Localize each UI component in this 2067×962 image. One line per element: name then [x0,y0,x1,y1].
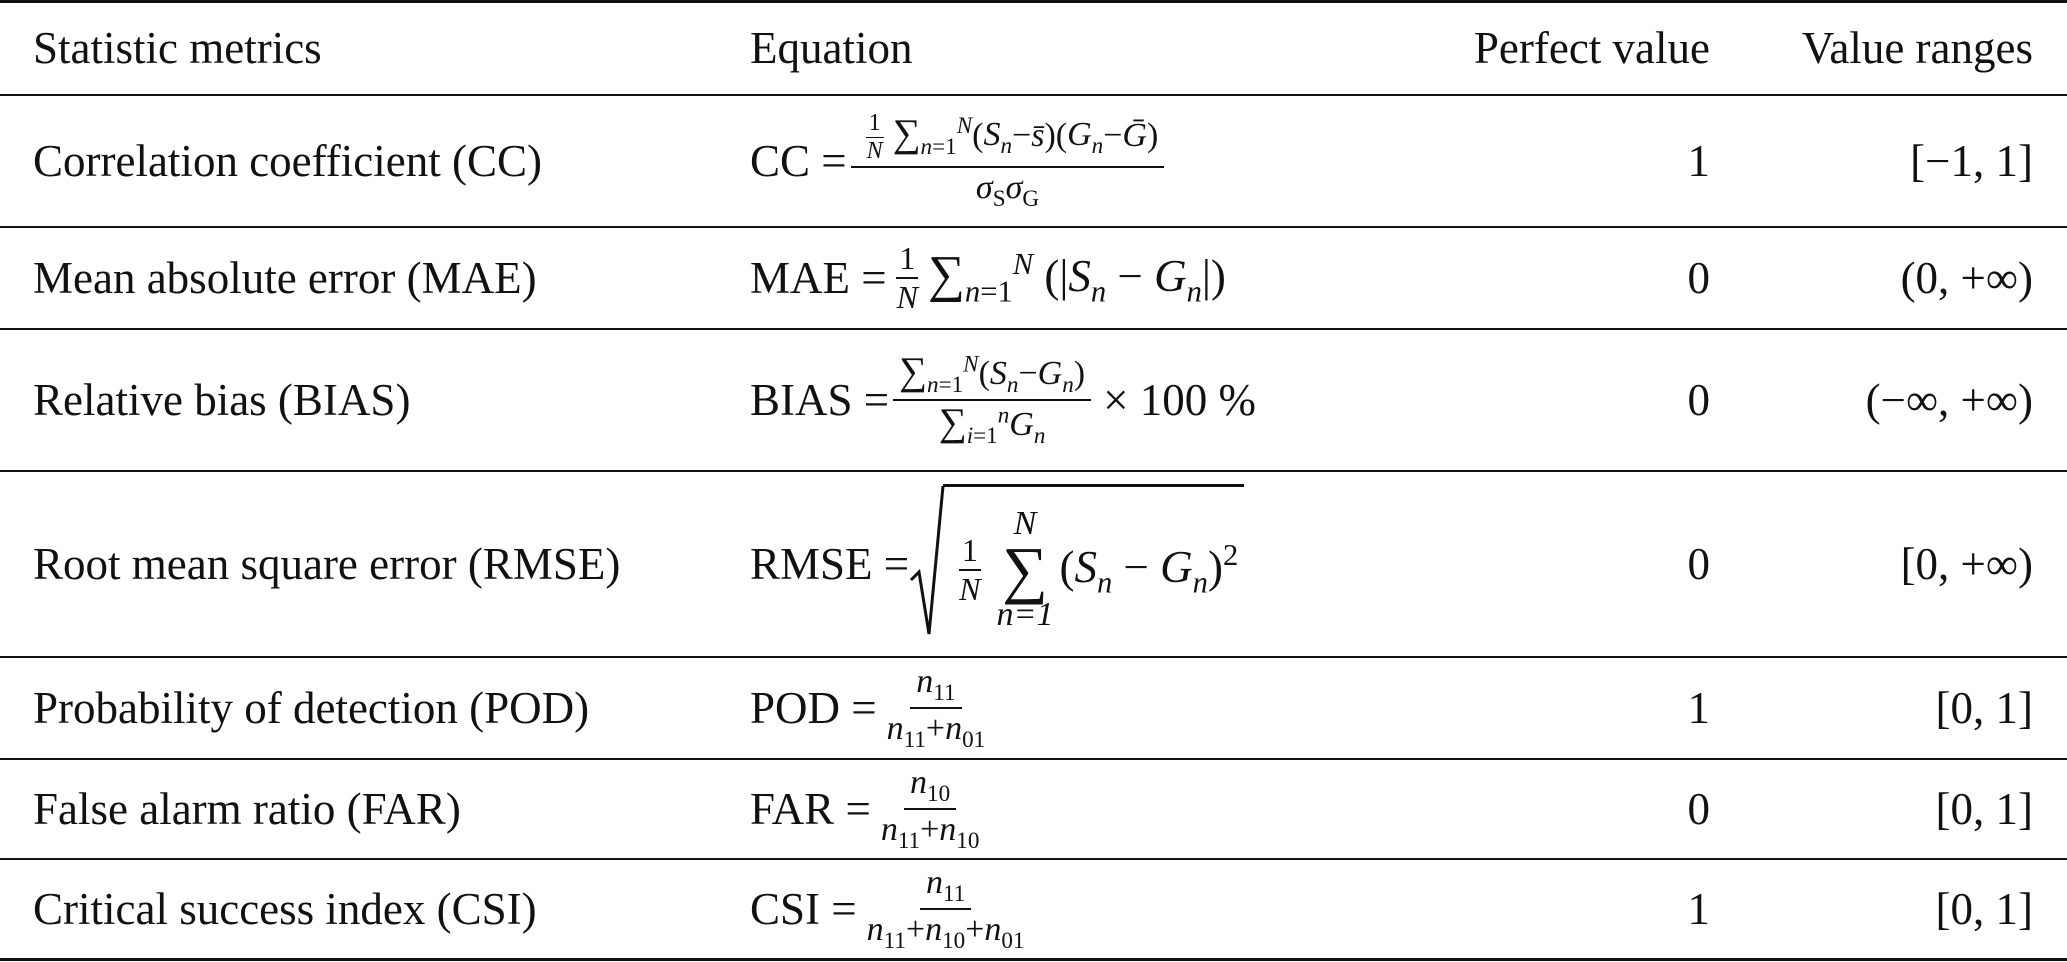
range-bias: (−∞, +∞) [1865,374,2033,425]
range-cc: [−1, 1] [1910,135,2033,186]
equation-bias-fraction: $\frac{\sum_{n=1}^N(S_n-G_n)}{\sum_{i=1}^nG_n}$ [893,350,1091,449]
range-csi: [0, 1] [1935,883,2033,934]
metric-cc: Correlation coefficient (CC) [33,135,542,186]
perfect-far: 0 [1687,783,1710,834]
equation-cc-fraction: $\frac{1}{N}$ $\sum_{n=1}^N(S_n-s̄)(G_n-Ḡ)$ $\sigma_S\sigma_G$ [851,110,1165,213]
header-equation: Equation [750,22,913,73]
range-pod: [0, 1] [1935,682,2033,733]
equation-mae-one-over-n: $\frac{1}{N}$ [896,240,918,315]
range-far: [0, 1] [1935,783,2033,834]
metric-pod: Probability of detection (POD) [33,682,590,733]
equation-rmse-lhs: RMSE = [750,538,910,589]
metric-far: False alarm ratio (FAR) [33,783,461,834]
header-perfect-value: Perfect value [1473,22,1710,73]
equation-rmse-sqrt: $\frac{1}{N}$ N ∑ n=1 $(S_n - G_n)^2$ [909,484,1244,644]
equation-far-fraction: $\frac{n_{10}}{n_{11}+n_{10}}$ [880,764,980,855]
equation-far [750,760,989,858]
metric-rmse: Root mean square error (RMSE) [33,538,621,589]
equation-pod-fraction: $\frac{n_{11}}{n_{11}+n_{01}}$ [886,663,986,754]
equation-cc-lhs: CC = [750,135,847,186]
equation-cc [750,96,1168,226]
perfect-mae: 0 [1687,252,1710,303]
perfect-cc: 1 [1687,135,1710,186]
bottom-rule [0,958,2067,961]
equation-pod [750,658,995,758]
equation-csi [750,860,1035,958]
equation-csi-fraction: $\frac{n_{11}}{n_{11}+n_{10}+n_{01}}$ [866,864,1025,955]
equation-far-lhs: FAR = [750,783,871,834]
metric-mae: Mean absolute error (MAE) [33,252,537,303]
equation-mae: MAE = $\frac{1}{N}$ $\sum_{n=1}^N$ $(|S_n - G_n|)$ [750,240,1226,315]
header-value-ranges: Value ranges [1801,22,2033,73]
equation-rmse [750,472,1244,656]
metric-bias: Relative bias (BIAS) [33,374,411,425]
metric-csi: Critical success index (CSI) [33,883,537,934]
equation-csi-lhs: CSI = [750,883,857,934]
perfect-csi: 1 [1687,883,1710,934]
range-mae: (0, +∞) [1900,252,2033,303]
perfect-bias: 0 [1687,374,1710,425]
equation-bias-lhs: BIAS = [750,374,890,425]
perfect-pod: 1 [1687,682,1710,733]
radical-sign-icon [909,484,945,644]
equation-bias [750,330,1256,470]
range-rmse: [0, +∞) [1900,538,2033,589]
perfect-rmse: 0 [1687,538,1710,589]
header-statistic-metrics: Statistic metrics [33,22,322,73]
equation-bias-tail: × 100 % [1103,374,1256,425]
equation-mae-lhs: MAE = [750,252,887,303]
equation-pod-lhs: POD = [750,682,877,733]
